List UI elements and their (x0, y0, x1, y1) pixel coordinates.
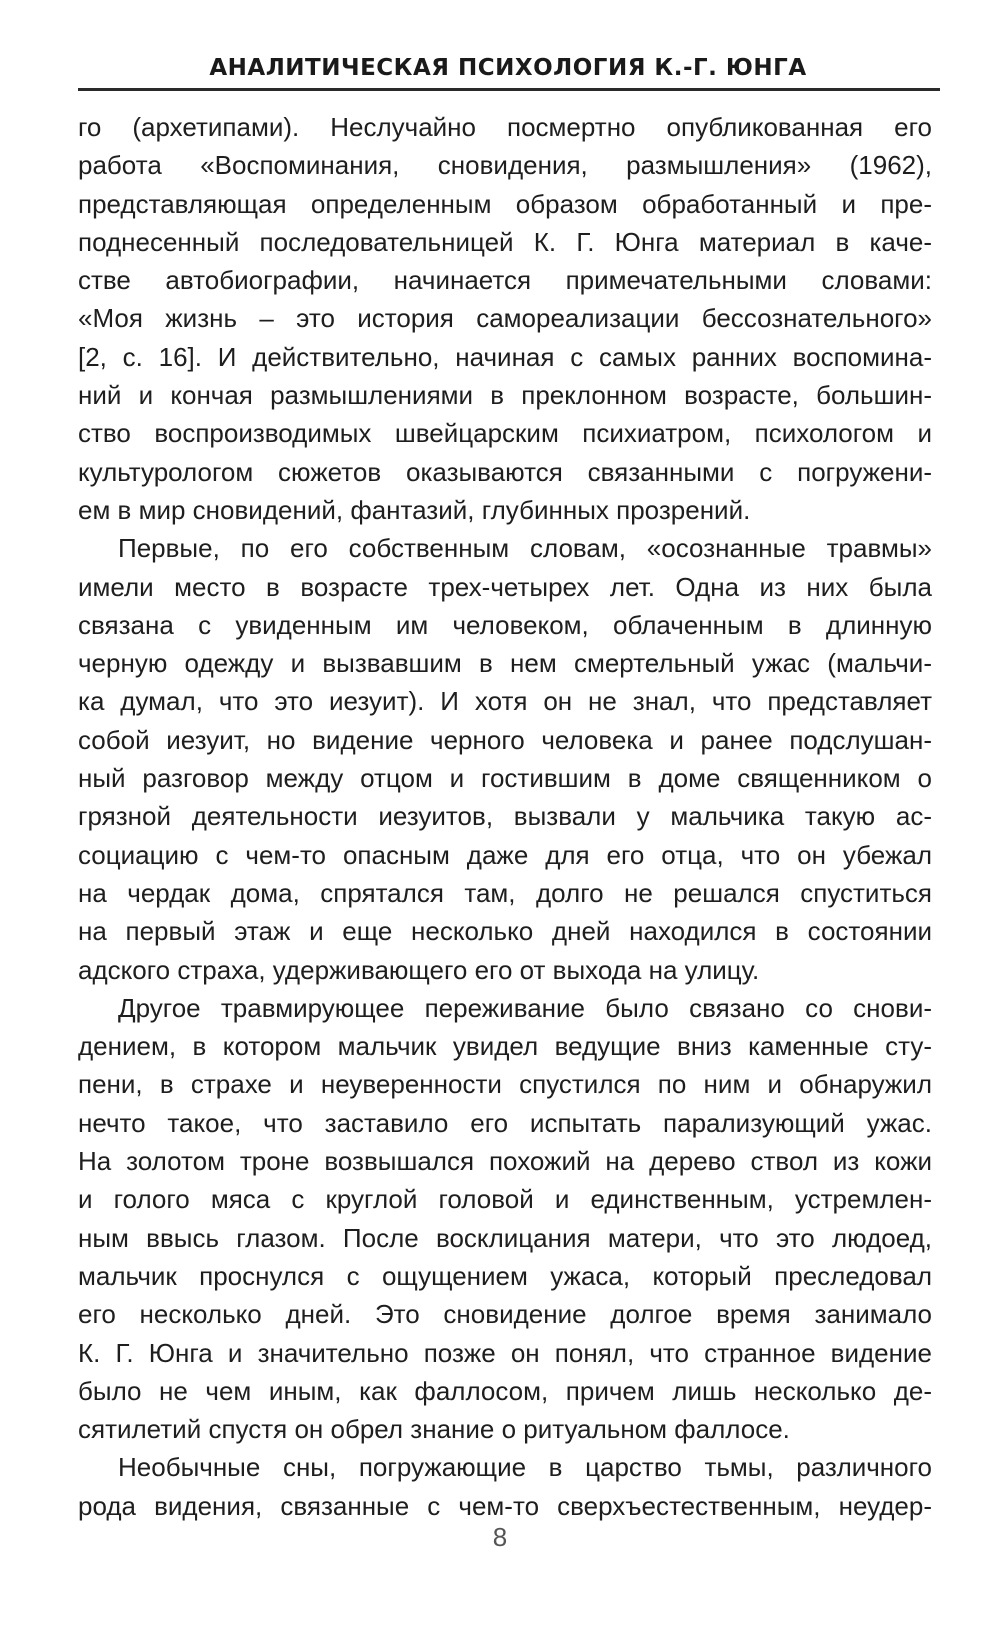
text-line: черную одежду и вызвавшим в нем смертельный ужас (мальчи- (78, 648, 932, 679)
text-line: связана с увиденным им человеком, облаченным в длинную (78, 609, 932, 640)
text-line: грязной деятельности иезуитов, вызвали у мальчика такую ас- (78, 801, 932, 832)
text-line: «Моя жизнь – это история самореализации бессознательного» (78, 303, 932, 334)
text-line: ний и кончая размышлениями в преклонном возрасте, большин- (78, 380, 932, 411)
paragraph-4 (78, 1448, 932, 1525)
text-line: его несколько дней. Это сновидение долгое время занимало (78, 1299, 932, 1330)
text-line: Необычные сны, погружающие в царство тьмы, различного (118, 1452, 932, 1483)
text-line: было не чем иным, как фаллосом, причем лишь несколько де- (78, 1375, 932, 1406)
text-line: на чердак дома, спрятался там, долго не решался спуститься (78, 877, 932, 908)
text-line: сятилетий спустя он обрел знание о ритуальном фаллосе. (78, 1414, 790, 1445)
paragraph-2 (78, 529, 932, 989)
text-line: работа «Воспоминания, сновидения, размышления» (1962), (78, 150, 932, 181)
text-line: К. Г. Юнга и значительно позже он понял, что странное видение (78, 1337, 932, 1368)
header-rule (78, 88, 940, 91)
text-line: ный разговор между отцом и гостившим в доме священником о (78, 763, 932, 794)
text-line: дением, в котором мальчик увидел ведущие вниз каменные сту- (78, 1031, 932, 1062)
text-line: представляющая определенным образом обработанный и пре- (78, 188, 932, 219)
text-line: культурологом сюжетов оказываются связанными с погружени- (78, 456, 932, 487)
text-line: Первые, по его собственным словам, «осознанные травмы» (118, 533, 932, 564)
paragraph-3 (78, 989, 932, 1449)
text-line: ка думал, что это иезуит). И хотя он не знал, что представляет (78, 686, 932, 717)
text-line: социацию с чем-то опасным даже для его отца, что он убежал (78, 839, 932, 870)
text-line: пени, в страхе и неуверенности спустился по ним и обнаружил (78, 1069, 932, 1100)
text-line: го (архетипами). Неслучайно посмертно опубликованная его (78, 112, 932, 142)
text-line: рода видения, связанные с чем-то сверхъестественным, неудер- (78, 1490, 932, 1521)
text-line: На золотом троне возвышался похожий на дерево ствол из кожи (78, 1146, 932, 1177)
body-text (78, 108, 932, 1525)
text-line: собой иезуит, но видение черного человека и ранее подслушан- (78, 724, 932, 755)
text-line: и голого мяса с круглой головой и единственным, устремлен- (78, 1184, 932, 1215)
text-line: имели место в возрасте трех-четырех лет. Одна из них была (78, 571, 932, 602)
text-line: [2, с. 16]. И действительно, начиная с самых ранних воспомина- (78, 341, 932, 372)
page-number: 8 (492, 1522, 508, 1552)
text-line: ным ввысь глазом. После восклицания матери, что это людоед, (78, 1222, 932, 1253)
text-line: ем в мир сновидений, фантазий, глубинных прозрений. (78, 494, 751, 525)
text-line: адского страха, удерживающего его от выхода на улицу. (78, 954, 760, 985)
text-line: на первый этаж и еще несколько дней находился в состоянии (78, 916, 932, 947)
text-line: поднесенный последовательницей К. Г. Юнга материал в каче- (78, 226, 932, 257)
running-header: АНАЛИТИЧЕСКАЯ ПСИХОЛОГИЯ К.-Г. ЮНГА (209, 55, 807, 81)
text-line: ство воспроизводимых швейцарским психиатром, психологом и (78, 418, 932, 449)
text-line: мальчик проснулся с ощущением ужаса, который преследовал (78, 1260, 932, 1291)
text-line: Другое травмирующее переживание было связано со снови- (118, 992, 932, 1023)
paragraph-1 (78, 108, 932, 529)
text-line: нечто такое, что заставило его испытать парализующий ужас. (78, 1107, 932, 1138)
text-line: стве автобиографии, начинается примечательными словами: (78, 265, 932, 296)
